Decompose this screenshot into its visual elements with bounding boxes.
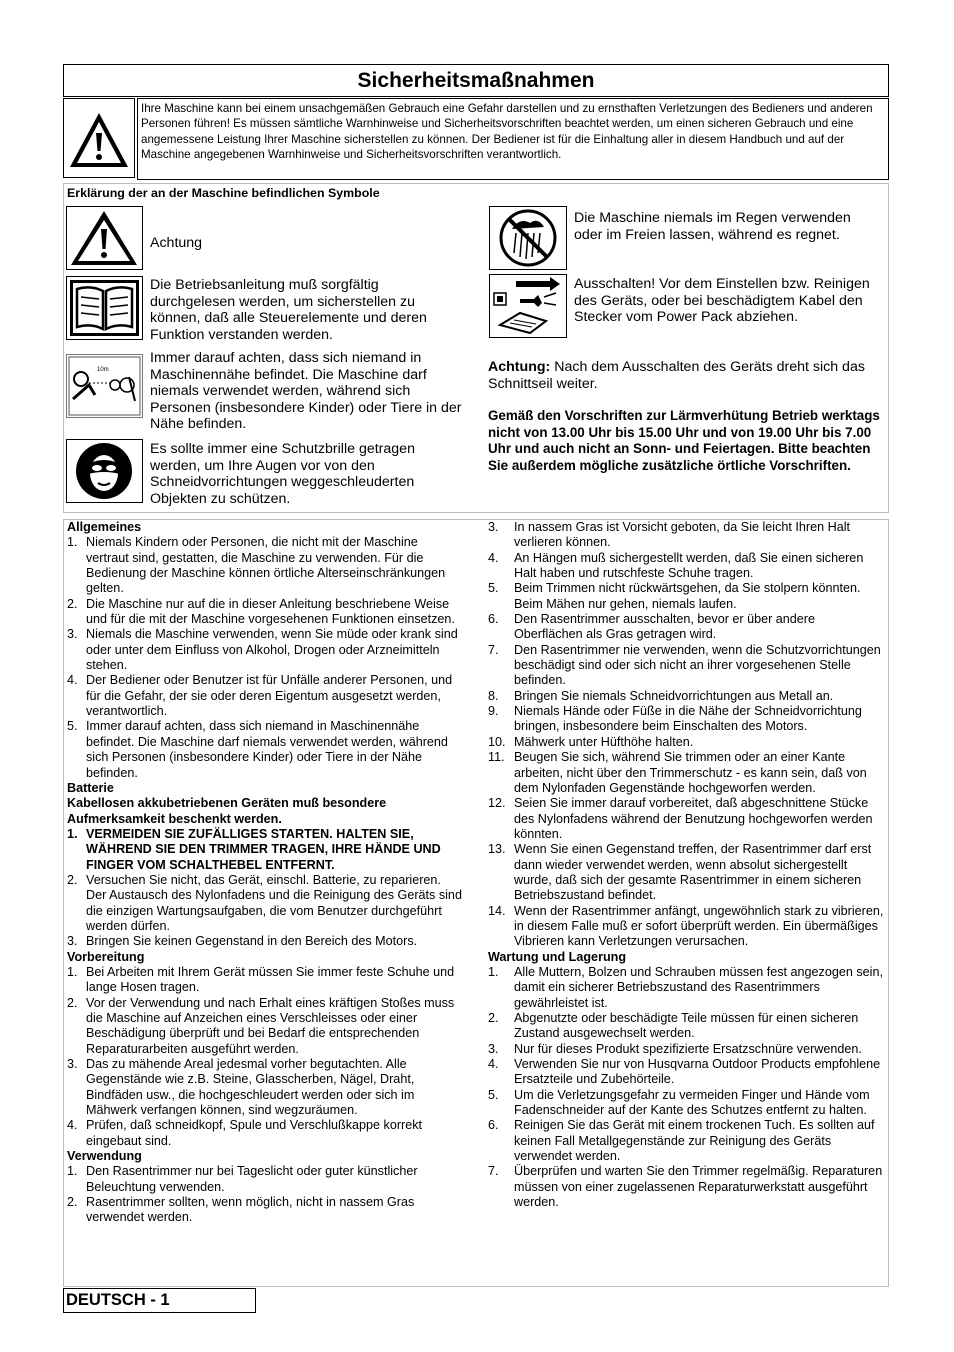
item-number: 2.: [67, 872, 78, 887]
item-number: 8.: [488, 688, 499, 703]
symbol-unplug-text: Ausschalten! Vor dem Einstellen bzw. Reinigen des Geräts, oder bei beschädigtem Kabel den Stecker vom Power Pack abziehen.: [574, 276, 870, 326]
item-text: Versuchen Sie nicht, das Gerät, einschl. Batterie, zu reparieren. Der Austausch des Nylonfadens und die Reinigung des Geräts sind die einzigen Wartungsaufgaben, die vom Benutzer durchgeführt werden dürfen.: [86, 872, 462, 933]
right-column: [488, 520, 886, 1210]
vorbereitung-heading: Vorbereitung: [67, 949, 145, 964]
item-text: Die Maschine nur auf die in dieser Anleitung beschriebene Weise und für die mit der Maschine vorgesehenen Funktionen einsetzen.: [86, 596, 455, 627]
item-text: Niemals Hände oder Füße in die Nähe der Schneidvorrichtung bringen, insbesondere beim Einschalten des Motors.: [514, 704, 862, 734]
item-number: 1.: [67, 964, 78, 979]
page-footer: DEUTSCH - 1: [63, 1288, 256, 1313]
unplug-icon: [489, 274, 567, 338]
item-text: Mähwerk unter Hüfthöhe halten.: [514, 734, 694, 749]
item-number: 2.: [67, 1195, 78, 1210]
item-number: 7.: [488, 1164, 499, 1179]
achtung-note: [488, 359, 883, 392]
item-text: VERMEIDEN SIE ZUFÄLLIGES STARTEN. HALTEN SIE, WÄHREND SIE DEN TRIMMER TRAGEN, IHRE HÄNDE UND FINGER VOM SCHALTHEBEL ENTFERNT.: [86, 826, 441, 872]
item-text: Beim Trimmen nicht rückwärtsgehen, da Sie stolpern könnten. Beim Mähen nur gehen, niemals laufen.: [514, 581, 861, 611]
item-number: 1.: [488, 964, 499, 979]
item-text: Den Rasentrimmer nur bei Tageslicht oder guter künstlicher Beleuchtung verwenden.: [86, 1164, 418, 1194]
list-item: [67, 1195, 463, 1226]
list-item: [488, 735, 886, 750]
item-text: Überprüfen und warten Sie den Trimmer regelmäßig. Reparaturen müssen von einer zugelassenen Reparaturwerkstatt ausgeführt werden.: [514, 1164, 883, 1210]
item-text: Bringen Sie keinen Gegenstand in den Bereich des Motors.: [86, 934, 418, 949]
list-item: [488, 965, 886, 1011]
no-rain-icon: [489, 206, 567, 270]
batterie-heading: Batterie: [67, 780, 114, 795]
item-text: Immer darauf achten, dass sich niemand in Maschinennähe befindet. Die Maschine darf niemals verwendet werden, während sich Personen (insbesondere Kinder) oder Tiere in der Nähe befinden.: [86, 719, 448, 780]
noise-regulation-text: Gemäß den Vorschriften zur Lärmverhütung Betrieb werktags nicht von 13.00 Uhr bis 15.00 Uhr und von 19.00 Uhr bis 7.00 Uhr und auch nicht an Sonn- und Feiertagen. Bitte beachten Sie außerdem mögliche zusätzliche örtliche Vorschriften.: [488, 408, 880, 473]
list-item: [488, 750, 886, 796]
symbol-distance-text: Immer darauf achten, dass sich niemand in Maschinennähe befindet. Die Maschine darf niemals verwendet werden, während sich Personen (insbesondere Kinder) oder Tiere in der Nähe befinden.: [150, 350, 462, 433]
list-item: [67, 1164, 463, 1195]
item-number: 10.: [488, 734, 506, 749]
list-item: [488, 1088, 886, 1119]
list-item: [488, 1011, 886, 1042]
distance-icon-label: 10m: [97, 367, 109, 373]
list-item: [488, 1057, 886, 1088]
item-text: Bringen Sie niemals Schneidvorrichtungen aus Metall an.: [514, 688, 834, 703]
item-number: 2.: [67, 596, 78, 611]
list-item: [488, 796, 886, 842]
item-number: 3.: [67, 934, 78, 949]
list-item: [67, 1057, 463, 1118]
item-text: Wenn der Rasentrimmer anfängt, ungewöhnlich stark zu vibrieren, in diesem Falle muß er sofort überprüft werden. Ein übermäßiges Vibrieren kann Verletzungen verursachen.: [514, 903, 884, 949]
list-item: [67, 673, 463, 719]
achtung-label: Achtung:: [488, 359, 551, 375]
list-item: [67, 535, 463, 596]
verwendung-heading: Verwendung: [67, 1149, 142, 1164]
item-number: 1.: [67, 1164, 78, 1179]
item-text: Alle Muttern, Bolzen und Schrauben müssen fest angezogen sein, damit ein sicherer Betriebszustand des Rasentrimmers gewährleistet ist.: [514, 964, 883, 1010]
list-item: [488, 904, 886, 950]
item-number: 4.: [488, 550, 499, 565]
item-text: Niemals die Maschine verwenden, wenn Sie müde oder krank sind oder unter dem Einfluss von Alkohol, Drogen oder Arzneimitteln stehen.: [86, 627, 458, 673]
keep-distance-icon: [66, 354, 143, 418]
list-item: [488, 581, 886, 612]
item-number: 14.: [488, 903, 506, 918]
item-number: 5.: [67, 719, 78, 734]
item-text: Um die Verletzungsgefahr zu vermeiden Finger und Hände vom Fadenschneider auf der Kante des Schutzes entfernt zu halten.: [514, 1087, 870, 1118]
list-item: [488, 704, 886, 735]
list-item: [488, 520, 886, 551]
list-item: [67, 1118, 463, 1149]
item-number: 2.: [67, 995, 78, 1010]
item-text: Verwenden Sie nur von Husqvarna Outdoor Products empfohlene Ersatzteile und Zubehörteile.: [514, 1057, 881, 1087]
item-number: 3.: [488, 1041, 499, 1056]
warning-triangle-icon: [63, 98, 135, 178]
item-number: 2.: [488, 1011, 499, 1025]
item-text: Beugen Sie sich, während Sie trimmen oder an einer Kante arbeiten, nicht über den Trimmerschutz - es kann sein, daß von dem Nylonfaden Gegenstände hochgeworfen werden.: [514, 750, 867, 795]
item-number: 1.: [67, 826, 78, 841]
list-item: [488, 551, 886, 582]
list-item: [488, 842, 886, 903]
item-text: An Hängen muß sichergestellt werden, daß Sie einen sicheren Halt haben und rutschfeste Schuhe tragen.: [514, 550, 864, 581]
item-text: Reinigen Sie das Gerät mit einem trockenen Tuch. Es sollten auf keinen Fall Metallgegenstände zur Reinigung des Geräts verwendet werden.: [514, 1118, 875, 1164]
symbol-attention-text: Achtung: [150, 235, 203, 251]
item-number: 12.: [488, 796, 506, 811]
item-text: Den Rasentrimmer ausschalten, bevor er über andere Oberflächen als Gras getragen wird.: [514, 612, 816, 642]
list-item: [67, 873, 463, 934]
item-number: 4.: [67, 1118, 78, 1133]
item-number: 3.: [67, 627, 78, 642]
item-number: 11.: [488, 750, 505, 765]
achtung-text: Nach dem Ausschalten des Geräts dreht sich das Schnittseil weiter.: [488, 359, 865, 392]
item-text: Nur für dieses Produkt spezifizierte Ersatzschnüre verwenden.: [514, 1041, 862, 1056]
list-item: [67, 597, 463, 628]
batterie-subheading: Kabellosen akkubetriebenen Geräten muß besondere Aufmerksamkeit beschenkt werden.: [67, 796, 387, 826]
symbols-heading: Erklärung der an der Maschine befindlichen Symbole: [67, 186, 380, 200]
left-column: [67, 520, 463, 1226]
item-number: 4.: [67, 673, 78, 688]
allgemeines-heading: Allgemeines: [67, 520, 142, 534]
item-text: Seien Sie immer darauf vorbereitet, daß abgeschnittene Stücke des Nylonfadens während der Benutzung hochgeworfen werden könnten.: [514, 796, 873, 841]
item-text: Wenn Sie einen Gegenstand treffen, der Rasentrimmer darf erst dann wieder verwendet werden, wenn absolut sichergestellt wurde, daß sich der gesamte Rasentrimmer in einem sicheren Betriebszustand befindet.: [514, 842, 872, 903]
item-number: 9.: [488, 704, 499, 719]
list-item: [67, 827, 463, 873]
item-text: Vor der Verwendung und nach Erhalt eines kräftigen Stoßes muss die Maschine auf Anzeichen eines Verschleisses oder einer Beschädigung überprüft und bei Bedarf die entsprechenden Reparaturarbeiten ausgeführt werden.: [86, 995, 455, 1056]
symbol-manual-text: Die Betriebsanleitung muß sorgfältig durchgelesen werden, um sicherstellen zu können, daß alle Steuerelemente und deren Funktion verstanden werden.: [150, 277, 427, 343]
list-item: [488, 1164, 886, 1210]
item-text: Abgenutzte oder beschädigte Teile müssen für einen sicheren Zustand ausgewechselt werden.: [514, 1011, 859, 1041]
item-text: Rasentrimmer sollten, wenn möglich, nicht in nassem Gras verwendet werden.: [86, 1195, 415, 1225]
item-text: Niemals Kindern oder Personen, die nicht mit der Maschine vertraut sind, gestatten, die Maschine zu verwenden. Für die Bedienung der Maschine können örtliche Alterseinschränkungen gelten.: [86, 535, 446, 596]
item-text: Das zu mähende Areal jedesmal vorher begutachten. Alle Gegenstände wie z.B. Steine, Glasscherben, Nägel, Draht, Bindfäden usw., die hochgeschleudert werden oder sich im Mähwerk verfangen können, sind wegzuräumen.: [86, 1057, 415, 1118]
item-number: 5.: [488, 1087, 499, 1102]
item-number: 13.: [488, 842, 506, 857]
attention-icon: [66, 206, 143, 270]
item-number: 7.: [488, 642, 499, 657]
item-number: 6.: [488, 1118, 499, 1133]
symbol-rain-text: Die Maschine niemals im Regen verwenden oder im Freien lassen, während es regnet.: [574, 210, 851, 243]
symbol-goggles-text: Es sollte immer eine Schutzbrille getragen werden, um Ihre Augen vor von den Schneidvorrichtungen weggeschleuderten Objekten zu schützen.: [150, 441, 415, 507]
list-item: [488, 612, 886, 643]
item-text: Prüfen, daß schneidkopf, Spule und Verschlußkappe korrekt eingebaut sind.: [86, 1118, 423, 1148]
list-item: [67, 934, 463, 949]
item-number: 3.: [67, 1057, 78, 1072]
page-title: Sicherheitsmaßnahmen: [63, 64, 889, 97]
item-number: 4.: [488, 1057, 499, 1072]
safety-goggles-icon: [66, 439, 143, 503]
item-number: 1.: [67, 535, 78, 550]
list-item: [67, 996, 463, 1057]
intro-warning-text: Ihre Maschine kann bei einem unsachgemäßen Gebrauch eine Gefahr darstellen und zu ernsthaften Verletzungen des Bedieners und anderen Personen führen! Es müssen sämtliche Warnhinweise und Sicherheitsvorschriften beachtet werden, um einen sicheren Gebrauch und eine angemessene Leistung Ihrer Maschine sicherstellen zu können. Der Bediener ist für die Einhaltung aller in diesem Handbuch und auf der Maschine angegebenen Warnhinweise und Sicherheitsvorschriften verantwortlich.: [137, 98, 889, 180]
list-item: [488, 1042, 886, 1057]
item-text: In nassem Gras ist Vorsicht geboten, da Sie leicht Ihren Halt verlieren können.: [514, 520, 851, 550]
list-item: [488, 1118, 886, 1164]
list-item: [488, 689, 886, 704]
item-text: Den Rasentrimmer nie verwenden, wenn die Schutzvorrichtungen beschädigt sind oder sich nicht an ihrer vorgesehenen Stelle befinden.: [514, 642, 881, 688]
item-number: 6.: [488, 612, 499, 627]
wartung-heading: Wartung und Lagerung: [488, 949, 627, 964]
list-item: [67, 627, 463, 673]
list-item: [67, 719, 463, 780]
item-number: 3.: [488, 520, 499, 534]
list-item: [67, 965, 463, 996]
item-number: 5.: [488, 581, 499, 596]
item-text: Bei Arbeiten mit Ihrem Gerät müssen Sie immer feste Schuhe und lange Hosen tragen.: [86, 964, 455, 995]
item-text: Der Bediener oder Benutzer ist für Unfälle anderer Personen, und für die Gefahr, der sie oder deren Eigentum ausgesetzt werden, verantwortlich.: [86, 673, 453, 719]
read-manual-icon: [66, 276, 143, 340]
list-item: [488, 643, 886, 689]
